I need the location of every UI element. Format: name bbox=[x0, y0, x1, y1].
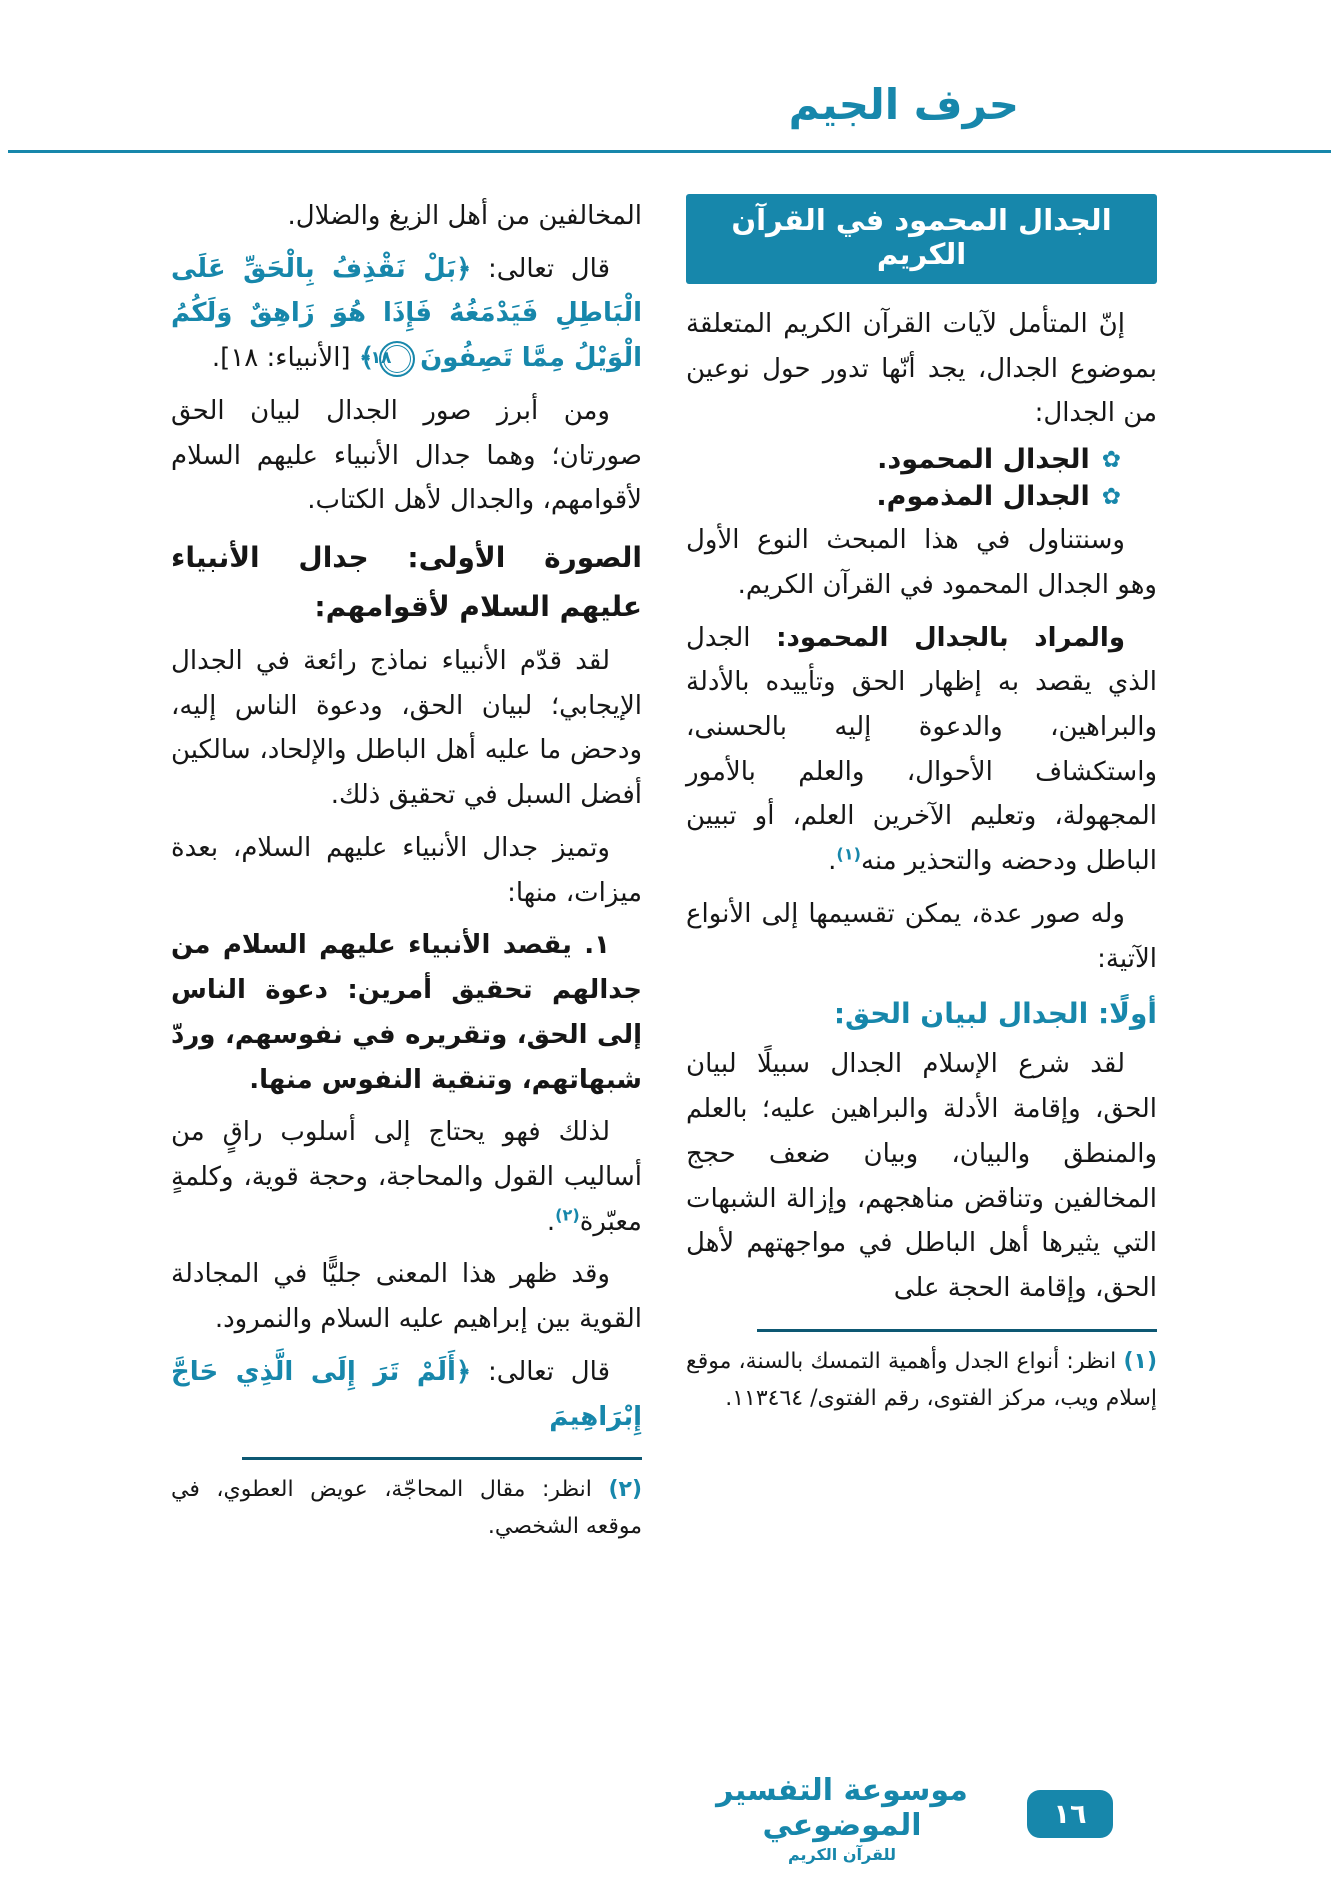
publisher-logo-line1: موسوعة التفسير الموضوعي bbox=[716, 1773, 968, 1843]
paragraph-text: الجدل الذي يقصد به إظهار الحق وتأييده بالأدلة والبراهين، والدعوة إليه بالحسنى، واستكشاف الأحوال، والعلم بالأمور المجهولة، وتعليم الآخرين العلم، أو تبيين الباطل ودحضه والتحذير منه bbox=[686, 622, 1157, 877]
paragraph-definition bbox=[686, 616, 1157, 884]
paragraph-continuation: المخالفين من أهل الزيغ والضلال. bbox=[287, 201, 642, 231]
ayah-number-medallion bbox=[370, 341, 415, 377]
footnote-number: (١) bbox=[1123, 1348, 1157, 1374]
paragraph-end: . bbox=[546, 1206, 556, 1237]
quran-verse-paragraph bbox=[171, 1350, 642, 1439]
flower-bullet-icon: ✿ bbox=[1101, 447, 1121, 474]
list-item-label: الجدال المحمود. bbox=[877, 444, 1090, 476]
paragraph: ومن أبرز صور الجدال لبيان الحق صورتان؛ وهما جدال الأنبياء عليهم السلام لأقوامهم، والجدال لأهل الكتاب. bbox=[171, 395, 642, 516]
quran-verse-paragraph bbox=[171, 247, 642, 381]
left-column bbox=[171, 194, 642, 1546]
page-number-badge: ١٦ bbox=[1027, 1790, 1113, 1838]
footnote-text: انظر: مقال المحاجّة، عويض العطوي، في موقعه الشخصي. bbox=[171, 1477, 642, 1540]
paragraph-text: لذلك فهو يحتاج إلى أسلوب راقٍ من أساليب القول والمحاجة، وحجة قوية، وكلمةٍ معبّرة bbox=[171, 1117, 642, 1237]
quran-text: ﴿أَلَمْ تَرَ إِلَى الَّذِي حَاجَّ إِبْرَاهِيمَ bbox=[171, 1356, 642, 1432]
paragraph-intro: إنّ المتأمل لآيات القرآن الكريم المتعلقة بموضوع الجدال، يجد أنّها تدور حول نوعين من الجدال: bbox=[686, 309, 1157, 429]
paragraph: وتميز جدال الأنبياء عليهم السلام، بعدة ميزات، منها: bbox=[171, 832, 642, 908]
ayah-number: ١٨ bbox=[370, 348, 392, 369]
footnote-divider bbox=[242, 1457, 642, 1460]
footnote-ref-2: (٢) bbox=[555, 1205, 580, 1224]
flower-bullet-icon: ✿ bbox=[1101, 484, 1121, 511]
list-item bbox=[686, 444, 1157, 475]
section-title: الجدال المحمود في القرآن الكريم bbox=[686, 194, 1157, 284]
right-column bbox=[686, 194, 1157, 1418]
footnote-ref-1: (١) bbox=[836, 844, 861, 864]
paragraph-numbered-point: ١. يقصد الأنبياء عليهم السلام من جدالهم تحقيق أمرين: دعوة الناس إلى الحق، وتقريره في نفوسهم، وردّ شبهاتهم، وتنقية النفوس منها. bbox=[171, 930, 642, 1095]
content-columns bbox=[171, 194, 1157, 1546]
footnote bbox=[686, 1344, 1157, 1418]
paragraph: لقد قدّم الأنبياء نماذج رائعة في الجدال الإيجابي؛ لبيان الحق، ودعوة الناس إليه، ودحض ما عليه أهل الباطل والإلحاد، سالكين أفضل السبل في تحقيق ذلك. bbox=[171, 646, 642, 811]
footnote-divider bbox=[757, 1329, 1157, 1332]
verse-lead: قال تعالى: bbox=[471, 1356, 611, 1387]
footnote-text: انظر: أنواع الجدل وأهمية التمسك بالسنة، موقع إسلام ويب، مركز الفتوى، رقم الفتوى/ ١١٣٤٦٤. bbox=[686, 1348, 1157, 1411]
publisher-logo-line2: للقرآن الكريم bbox=[787, 1845, 897, 1864]
subsection-heading: أولًا: الجدال لبيان الحق: bbox=[833, 997, 1157, 1031]
header-divider bbox=[8, 150, 1331, 153]
paragraph-lead: والمراد بالجدال المحمود: bbox=[750, 622, 1125, 653]
paragraph bbox=[171, 1110, 642, 1244]
quran-close-bracket: ﴾ bbox=[358, 343, 375, 374]
verse-reference: [الأنبياء: ١٨]. bbox=[211, 343, 359, 374]
footnote bbox=[171, 1472, 642, 1546]
paragraph: وقد ظهر هذا المعنى جليًّا في المجادلة القوية بين إبراهيم عليه السلام والنمرود. bbox=[171, 1259, 642, 1335]
paragraph: وله صور عدة، يمكن تقسيمها إلى الأنواع الآتية: bbox=[686, 898, 1157, 974]
paragraph: لقد شرع الإسلام الجدال سبيلًا لبيان الحق، وإقامة الأدلة والبراهين عليه؛ بالعلم والمنطق والبيان، وبيان ضعف حجج المخالفين وتناقض مناهجهم، وإزالة الشبهات التي يثيرها أهل الباطل في مواجهتهم لأهل الحق، وإقامة الحجة على bbox=[686, 1049, 1157, 1303]
verse-lead: قال تعالى: bbox=[471, 253, 611, 284]
paragraph: وسنتناول في هذا المبحث النوع الأول وهو الجدال المحمود في القرآن الكريم. bbox=[686, 525, 1157, 600]
chapter-heading-calligraphy: حرف الجيم bbox=[788, 80, 1019, 129]
quran-text: ﴿بَلْ نَقْذِفُ بِالْحَقِّ عَلَى الْبَاطِلِ فَيَدْمَغُهُ فَإِذَا هُوَ زَاهِقٌ وَلَكُمُ الْوَيْلُ مِمَّا تَصِفُونَ bbox=[171, 253, 642, 374]
footnote-area-right bbox=[686, 1329, 1157, 1418]
paragraph-end: . bbox=[828, 846, 837, 877]
list-item bbox=[686, 481, 1157, 512]
list-item-label: الجدال المذموم. bbox=[876, 481, 1090, 513]
footnote-number: (٢) bbox=[608, 1477, 643, 1503]
publisher-logo-calligraphy bbox=[697, 1774, 987, 1864]
subsection-heading: الصورة الأولى: جدال الأنبياء عليهم السلام لأقوامهم: bbox=[171, 541, 642, 624]
footnote-area-left bbox=[171, 1457, 642, 1546]
